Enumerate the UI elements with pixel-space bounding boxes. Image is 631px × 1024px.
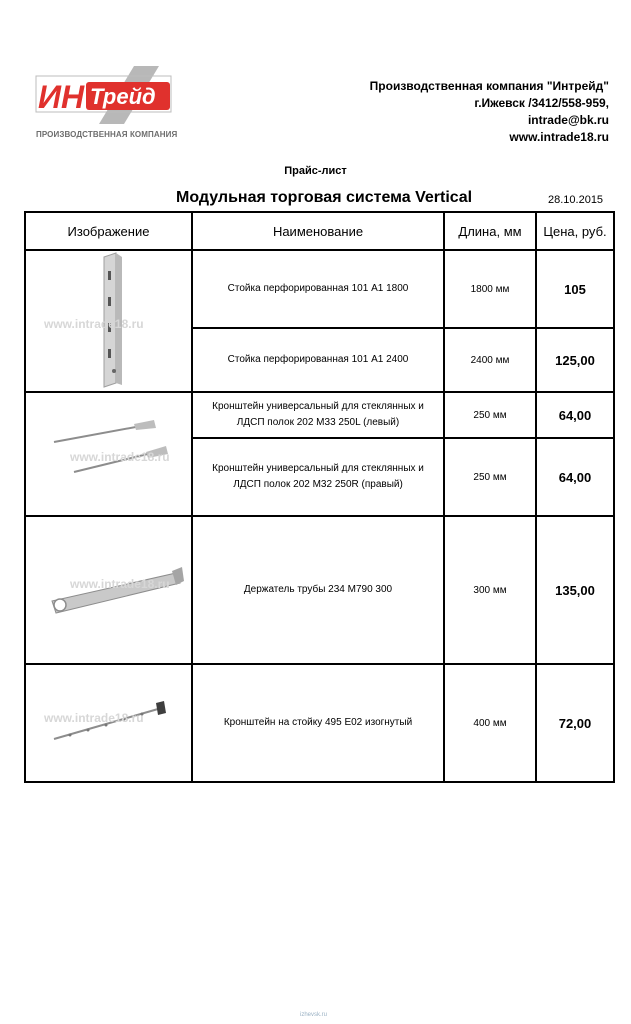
product-price: 105 bbox=[536, 250, 614, 328]
product-image-bracket bbox=[25, 392, 192, 516]
product-length: 250 мм bbox=[444, 438, 536, 516]
product-name: Стойка перфорированная 101 А1 2400 bbox=[192, 328, 444, 392]
product-length: 2400 мм bbox=[444, 328, 536, 392]
header-length: Длина, мм bbox=[444, 212, 536, 250]
company-email[interactable]: intrade@bk.ru bbox=[527, 113, 609, 127]
header-name: Наименование bbox=[192, 212, 444, 250]
watermark: www.intrade18.ru bbox=[44, 711, 144, 725]
header-price: Цена, руб. bbox=[536, 212, 614, 250]
product-price: 135,00 bbox=[536, 516, 614, 664]
company-info bbox=[370, 78, 609, 146]
table-row bbox=[25, 664, 614, 782]
watermark: www.intrade18.ru bbox=[44, 317, 144, 331]
table-row bbox=[25, 250, 614, 328]
svg-text:Трейд: Трейд bbox=[90, 84, 156, 109]
product-image-upright bbox=[25, 250, 192, 392]
product-length: 1800 мм bbox=[444, 250, 536, 328]
table-header-row bbox=[25, 212, 614, 250]
footer-source: izhevsk.ru bbox=[300, 1012, 328, 1018]
product-price: 125,00 bbox=[536, 328, 614, 392]
table-row bbox=[25, 392, 614, 438]
product-price: 64,00 bbox=[536, 392, 614, 438]
product-name: Кронштейн универсальный для стеклянных и ЛДСП полок 202 М32 250R (правый) bbox=[192, 438, 444, 516]
price-date: 28.10.2015 bbox=[548, 194, 604, 206]
company-name: Производственная компания "Интрейд" bbox=[369, 79, 609, 93]
watermark: www.intrade18.ru bbox=[70, 450, 170, 464]
product-name: Кронштейн универсальный для стеклянных и ЛДСП полок 202 М33 250L (левый) bbox=[192, 392, 444, 438]
watermark: www.intrade18.ru bbox=[70, 577, 170, 591]
header-image: Изображение bbox=[25, 212, 192, 250]
price-table bbox=[24, 211, 615, 783]
product-length: 400 мм bbox=[444, 664, 536, 782]
product-name: Кронштейн на стойку 495 Е02 изогнутый bbox=[192, 664, 444, 782]
logo-subtitle: ПРОИЗВОДСТВЕННАЯ КОМПАНИЯ bbox=[36, 130, 178, 139]
product-length: 250 мм bbox=[444, 392, 536, 438]
product-price: 64,00 bbox=[536, 438, 614, 516]
system-title: Модульная торговая система Vertical bbox=[176, 189, 473, 206]
company-phone: г.Ижевск /3412/558-959, bbox=[474, 96, 609, 110]
table-row bbox=[25, 516, 614, 664]
doc-title: Прайс-лист bbox=[284, 165, 347, 177]
product-image-tube-holder bbox=[25, 516, 192, 664]
svg-text:ИН: ИН bbox=[38, 79, 85, 115]
product-length: 300 мм bbox=[444, 516, 536, 664]
product-price: 72,00 bbox=[536, 664, 614, 782]
product-name: Держатель трубы 234 М790 300 bbox=[192, 516, 444, 664]
product-name: Стойка перфорированная 101 А1 1800 bbox=[192, 250, 444, 328]
product-image-curved-bracket bbox=[25, 664, 192, 782]
company-website[interactable]: www.intrade18.ru bbox=[509, 130, 609, 144]
